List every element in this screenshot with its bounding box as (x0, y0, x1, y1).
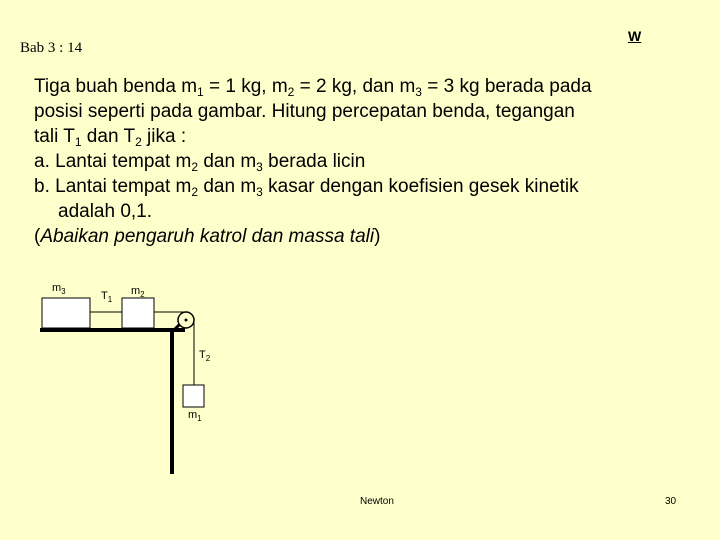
problem-line-7: (Abaikan pengaruh katrol dan massa tali) (34, 226, 381, 247)
label-m1: $m_1$ (188, 409, 202, 423)
block-m1 (183, 385, 204, 407)
block-m2 (122, 298, 154, 328)
chapter-label: Bab 3 : 14 (20, 40, 83, 56)
problem-text (34, 74, 718, 249)
label-m3: $m_3$ (52, 282, 66, 296)
page-number: 30 (665, 496, 677, 507)
pulley-diagram (0, 270, 260, 485)
problem-line-4: a. Lantai tempat $m_2$ dan $m_3$ berada licin (34, 151, 366, 174)
problem-line-2: posisi seperti pada gambar. Hitung percepatan benda, tegangan (34, 101, 575, 122)
block-m3 (42, 298, 90, 328)
table-top (40, 328, 185, 332)
label-t1: $T_1$ (101, 290, 113, 304)
problem-line-1: Tiga buah benda $m_1 = 1$ kg, $m_2 = 2$ kg, dan $m_3 = 3$ kg berada pada (34, 76, 592, 99)
footer-label: Newton (360, 496, 394, 507)
problem-line-6: adalah 0,1. (58, 201, 153, 222)
pulley-axle (185, 319, 188, 322)
table-leg (170, 328, 174, 474)
problem-line-5: b. Lantai tempat $m_2$ dan $m_3$ kasar dengan koefisien gesek kinetik (34, 176, 579, 199)
label-m2: $m_2$ (131, 285, 145, 299)
problem-line-3: tali $T_1$ dan $T_2$ jika : (34, 126, 187, 149)
label-t2: $T_2$ (199, 349, 211, 363)
corner-mark: W (628, 28, 642, 44)
